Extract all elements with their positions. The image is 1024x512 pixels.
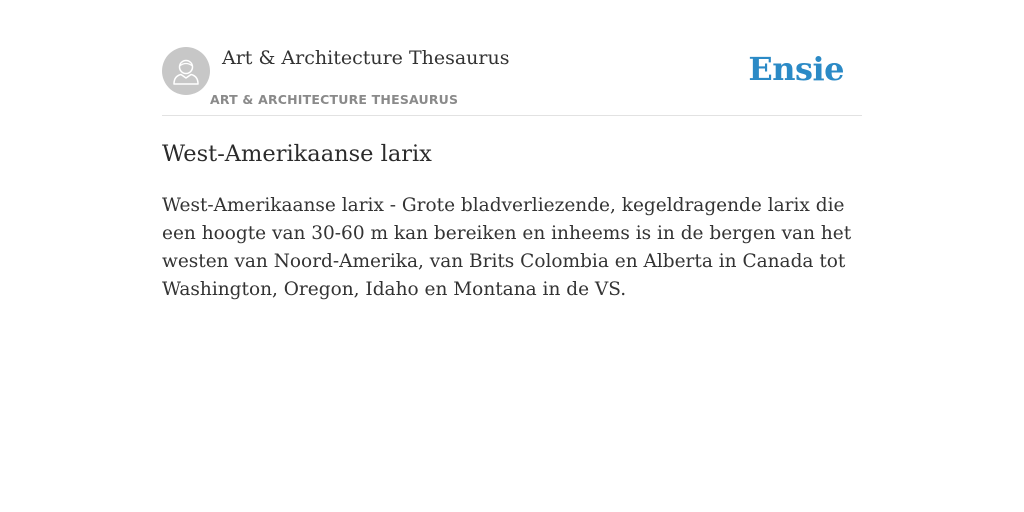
header bbox=[162, 0, 862, 116]
author-avatar[interactable] bbox=[162, 47, 210, 95]
author-name[interactable]: Art & Architecture Thesaurus bbox=[222, 47, 510, 69]
article-body: West-Amerikaanse larix - Grote bladverliezende, kegeldragende larix die een hoogte van 30-60 m kan bereiken en inheems is in de bergen van het westen van Noord-Amerika, van Brits Colombia en Alberta in Canada tot Washington, Oregon, Idaho en Montana in de VS. bbox=[162, 195, 852, 300]
author-subtitle: ART & ARCHITECTURE THESAURUS bbox=[210, 92, 459, 107]
user-silhouette-icon bbox=[162, 47, 210, 95]
article-title: West-Amerikaanse larix bbox=[162, 141, 432, 167]
ensie-logo[interactable]: Ensie bbox=[748, 50, 844, 88]
